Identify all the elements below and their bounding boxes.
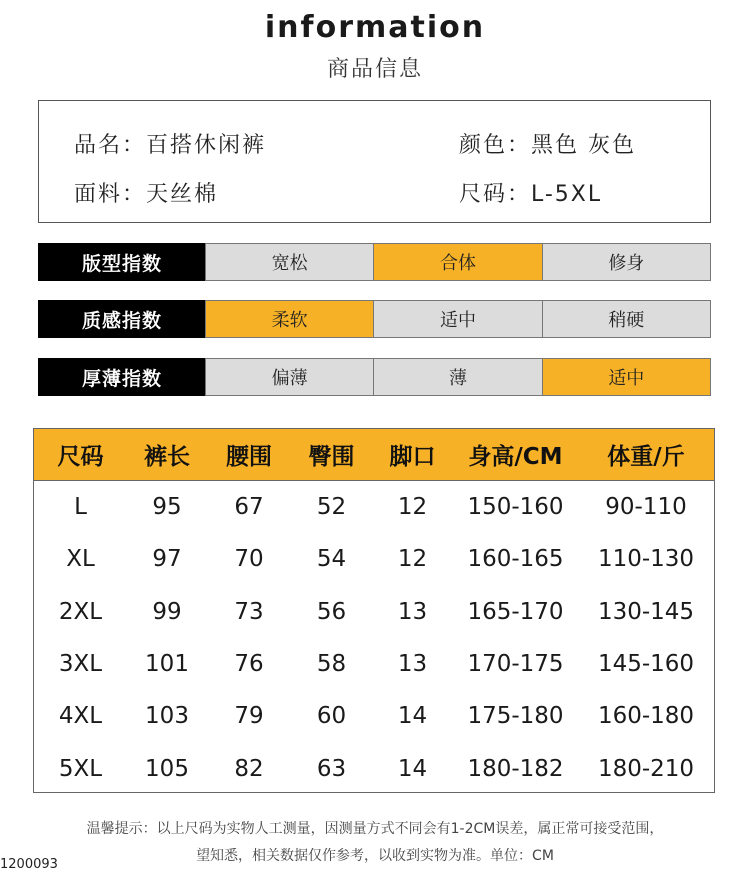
header-cell: 脚口	[389, 444, 436, 470]
table-cell: 97	[152, 546, 182, 573]
table-cell: 2XL	[58, 598, 103, 625]
table-cell: 170-175	[467, 651, 564, 678]
header-cell: 裤长	[144, 444, 190, 470]
index-option: 修身	[542, 243, 711, 281]
index-option-selected: 柔软	[205, 300, 374, 338]
table-cell: L	[74, 494, 87, 521]
table-cell: 160-180	[597, 703, 695, 730]
table-cell: 3XL	[58, 651, 103, 678]
table-row	[34, 690, 714, 742]
table-cell: 73	[234, 598, 264, 625]
table-cell: 12	[397, 546, 428, 573]
note-line-1: 温馨提示：以上尺码为实物人工测量，因测量方式不同会有1-2CM误差，属正常可接受范围，	[86, 821, 664, 837]
header-cell: 身高/CM	[468, 444, 563, 470]
table-cell: 58	[316, 651, 347, 678]
table-cell: 67	[234, 494, 264, 521]
index-label: 版型指数	[38, 243, 206, 281]
table-cell: 63	[316, 755, 347, 782]
table-cell: 101	[145, 651, 189, 678]
table-row	[34, 586, 714, 638]
product-size-range: 尺码：L-5XL	[459, 182, 603, 207]
table-cell: 90-110	[605, 494, 687, 521]
index-row-texture	[38, 300, 711, 338]
table-cell: 79	[234, 703, 264, 730]
table-cell: 54	[316, 546, 347, 573]
table-cell: 52	[316, 494, 347, 521]
table-cell: 95	[152, 494, 182, 521]
table-cell: 165-170	[467, 598, 564, 625]
table-cell: 99	[152, 598, 182, 625]
product-color: 颜色：黑色 灰色	[459, 133, 636, 158]
note-line-2: 望知悉，相关数据仅作参考，以收到实物为准。单位：CM	[196, 848, 554, 864]
size-table-header	[34, 429, 714, 481]
table-cell: 145-160	[597, 651, 695, 678]
size-table	[33, 428, 715, 793]
table-cell: 82	[234, 755, 264, 782]
index-option: 偏薄	[205, 358, 374, 396]
title-chinese: 商品信息	[326, 57, 423, 82]
table-cell: 70	[234, 546, 264, 573]
index-option: 稍硬	[542, 300, 711, 338]
table-cell: 60	[316, 703, 347, 730]
index-option: 适中	[373, 300, 542, 338]
table-cell: 110-130	[597, 546, 695, 573]
title-english: information	[264, 10, 486, 45]
index-option: 宽松	[205, 243, 374, 281]
table-cell: XL	[66, 546, 95, 573]
index-option: 薄	[373, 358, 542, 396]
header-cell: 尺码	[57, 444, 104, 470]
index-label: 厚薄指数	[38, 358, 206, 396]
table-cell: 160-165	[467, 546, 564, 573]
header-cell: 臀围	[308, 444, 355, 470]
product-code: 1200093	[0, 857, 58, 872]
index-row-thickness	[38, 358, 711, 396]
table-row	[34, 533, 714, 585]
table-cell: 150-160	[467, 494, 564, 521]
header-cell: 体重/斤	[607, 444, 685, 470]
table-row	[34, 481, 714, 533]
header-cell: 腰围	[226, 444, 272, 470]
product-name: 品名：百搭休闲裤	[74, 133, 267, 158]
table-cell: 4XL	[58, 703, 103, 730]
table-cell: 14	[397, 703, 428, 730]
table-cell: 103	[145, 703, 189, 730]
table-cell: 105	[145, 755, 189, 782]
product-info-box	[38, 100, 711, 223]
index-option-selected: 适中	[542, 358, 711, 396]
table-cell: 56	[316, 598, 347, 625]
table-cell: 5XL	[58, 755, 103, 782]
table-cell: 180-210	[597, 755, 695, 782]
table-row	[34, 742, 714, 794]
table-row	[34, 638, 714, 690]
table-cell: 180-182	[467, 755, 564, 782]
table-cell: 13	[397, 651, 428, 678]
table-cell: 14	[397, 755, 428, 782]
index-label: 质感指数	[38, 300, 206, 338]
index-option-selected: 合体	[373, 243, 542, 281]
table-cell: 12	[397, 494, 428, 521]
table-cell: 13	[397, 598, 428, 625]
table-cell: 130-145	[597, 598, 695, 625]
index-row-fit	[38, 243, 711, 281]
product-fabric: 面料：天丝棉	[74, 182, 219, 207]
table-cell: 76	[234, 651, 264, 678]
table-cell: 175-180	[467, 703, 564, 730]
